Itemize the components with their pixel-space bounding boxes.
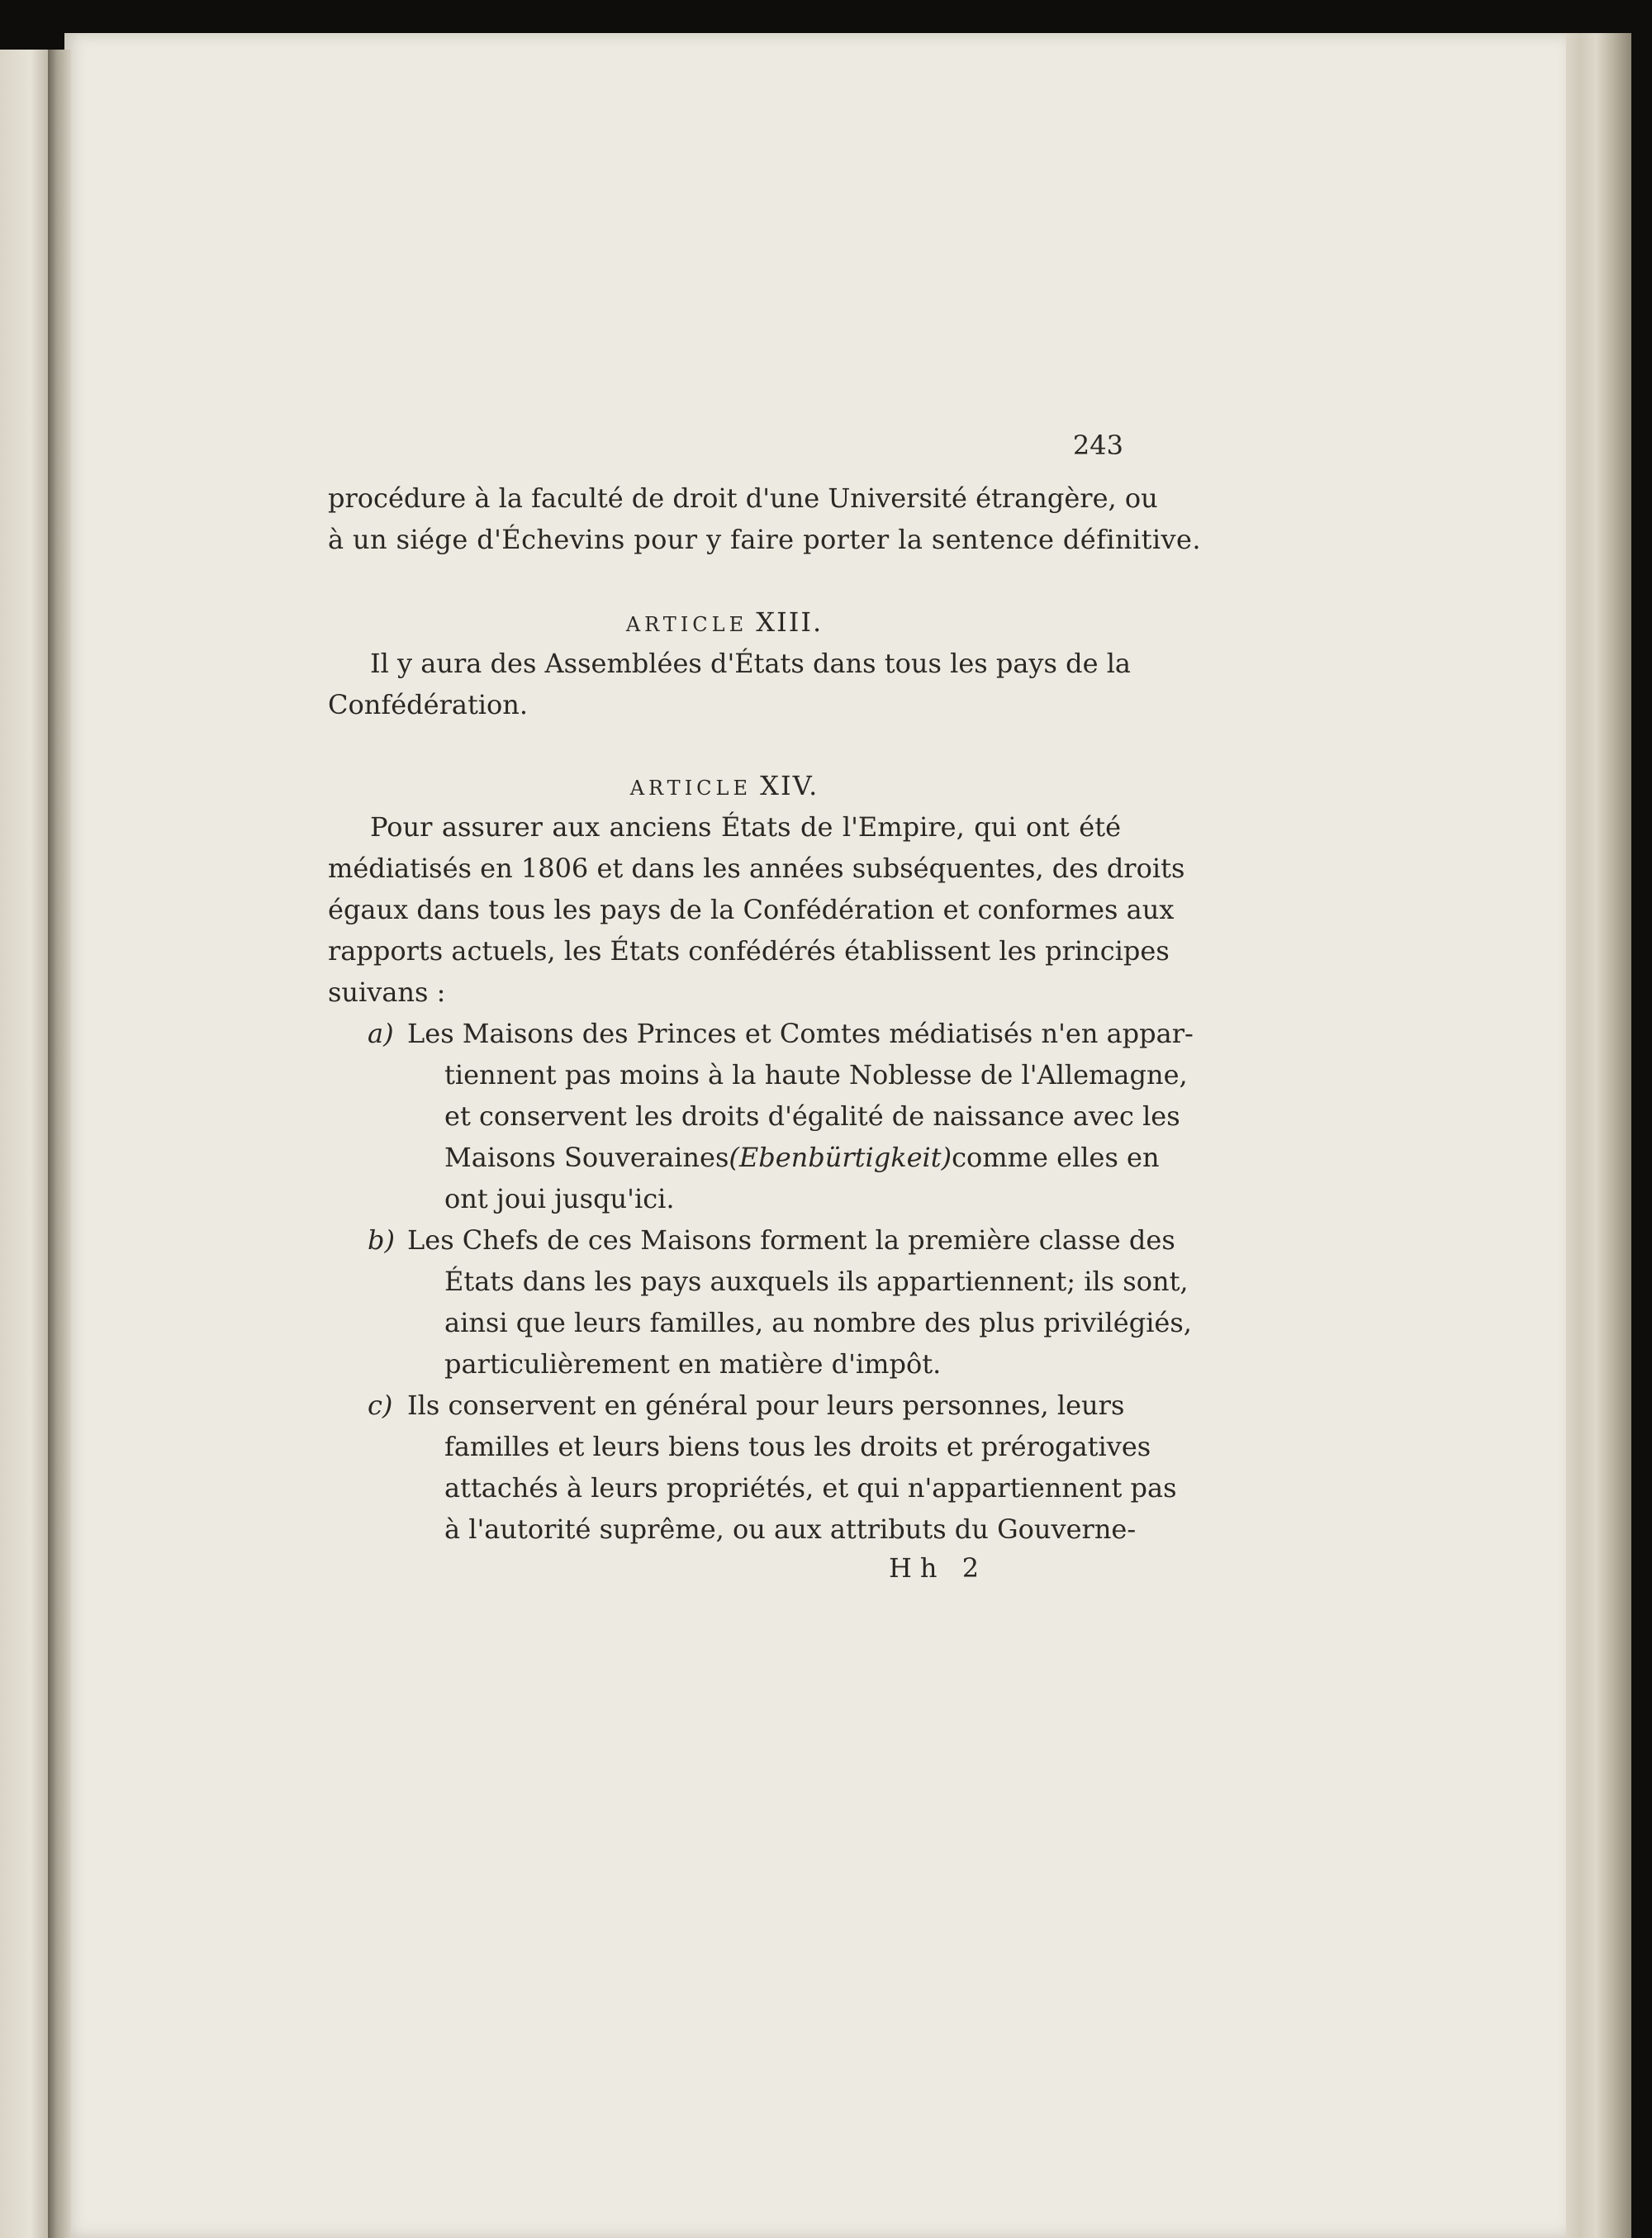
body-line-2: à un siége d'Échevins pour y faire porter la sentence définitive. xyxy=(328,524,1201,555)
item-a-line-3: et conservent les droits d'égalité de naissance avec les xyxy=(444,1100,1180,1132)
article-13-line-2: Confédération. xyxy=(328,689,529,720)
article-14-intro-line-2: médiatisés en 1806 et dans les années subséquentes, des droits xyxy=(328,853,1185,884)
item-a-line-4-italic: (Ebenbürtigkeit) xyxy=(729,1142,952,1173)
item-a-line-1: Les Maisons des Princes et Comtes médiatisés n'en appar- xyxy=(407,1018,1194,1049)
item-a-marker: a) xyxy=(368,1018,394,1049)
item-a-line-2: tiennent pas moins à la haute Noblesse de l'Allemagne, xyxy=(444,1059,1188,1090)
item-a-line-5: ont joui jusqu'ici. xyxy=(444,1183,675,1214)
article-13-heading-word: ARTICLE xyxy=(625,613,748,636)
item-c-line-4: à l'autorité suprême, ou aux attributs du Gouverne- xyxy=(444,1513,1137,1545)
article-13-heading xyxy=(328,606,1121,638)
item-b-line-4: particulièrement en matière d'impôt. xyxy=(444,1348,942,1380)
article-14-intro-line-1: Pour assurer aux anciens États de l'Empire, qui ont été xyxy=(370,811,1121,843)
item-a-line-4 xyxy=(444,1142,1160,1173)
item-a-line-4-suffix: comme elles en xyxy=(952,1142,1160,1173)
item-b-line-3: ainsi que leurs familles, au nombre des plus privilégiés, xyxy=(444,1307,1192,1338)
facing-page-edge xyxy=(0,50,51,2238)
item-b-line-2: États dans les pays auxquels ils appartiennent; ils sont, xyxy=(444,1266,1189,1297)
article-14-intro-line-3: égaux dans tous les pays de la Confédération et conformes aux xyxy=(328,894,1175,925)
item-b-marker: b) xyxy=(368,1224,395,1256)
item-c-marker: c) xyxy=(368,1390,393,1421)
article-14-heading xyxy=(328,772,1121,799)
item-b-line-1: Les Chefs de ces Maisons forment la première classe des xyxy=(407,1224,1175,1256)
item-a-line-4-prefix: Maisons Souveraines xyxy=(444,1142,729,1173)
article-13-line-1: Il y aura des Assemblées d'États dans tous les pays de la xyxy=(370,648,1131,679)
binding-gutter xyxy=(48,50,71,2238)
item-c-line-3: attachés à leurs propriétés, et qui n'appartiennent pas xyxy=(444,1472,1177,1504)
book-page xyxy=(64,33,1566,2238)
article-14-heading-word: ARTICLE xyxy=(629,777,752,800)
article-14-heading-number: XIV. xyxy=(760,770,819,801)
body-line-1: procédure à la faculté de droit d'une Université étrangère, ou xyxy=(328,482,1158,514)
article-13-heading-number: XIII. xyxy=(756,606,824,638)
article-14-intro-line-4: rapports actuels, les États confédérés établissent les principes xyxy=(328,935,1170,967)
item-c-line-1: Ils conservent en général pour leurs personnes, leurs xyxy=(407,1390,1125,1421)
article-14-intro-line-5: suivans : xyxy=(328,976,446,1008)
page-number: 243 xyxy=(1072,430,1123,461)
signature-mark: Hh 2 xyxy=(889,1552,988,1584)
item-c-line-2: familles et leurs biens tous les droits et prérogatives xyxy=(444,1431,1151,1462)
